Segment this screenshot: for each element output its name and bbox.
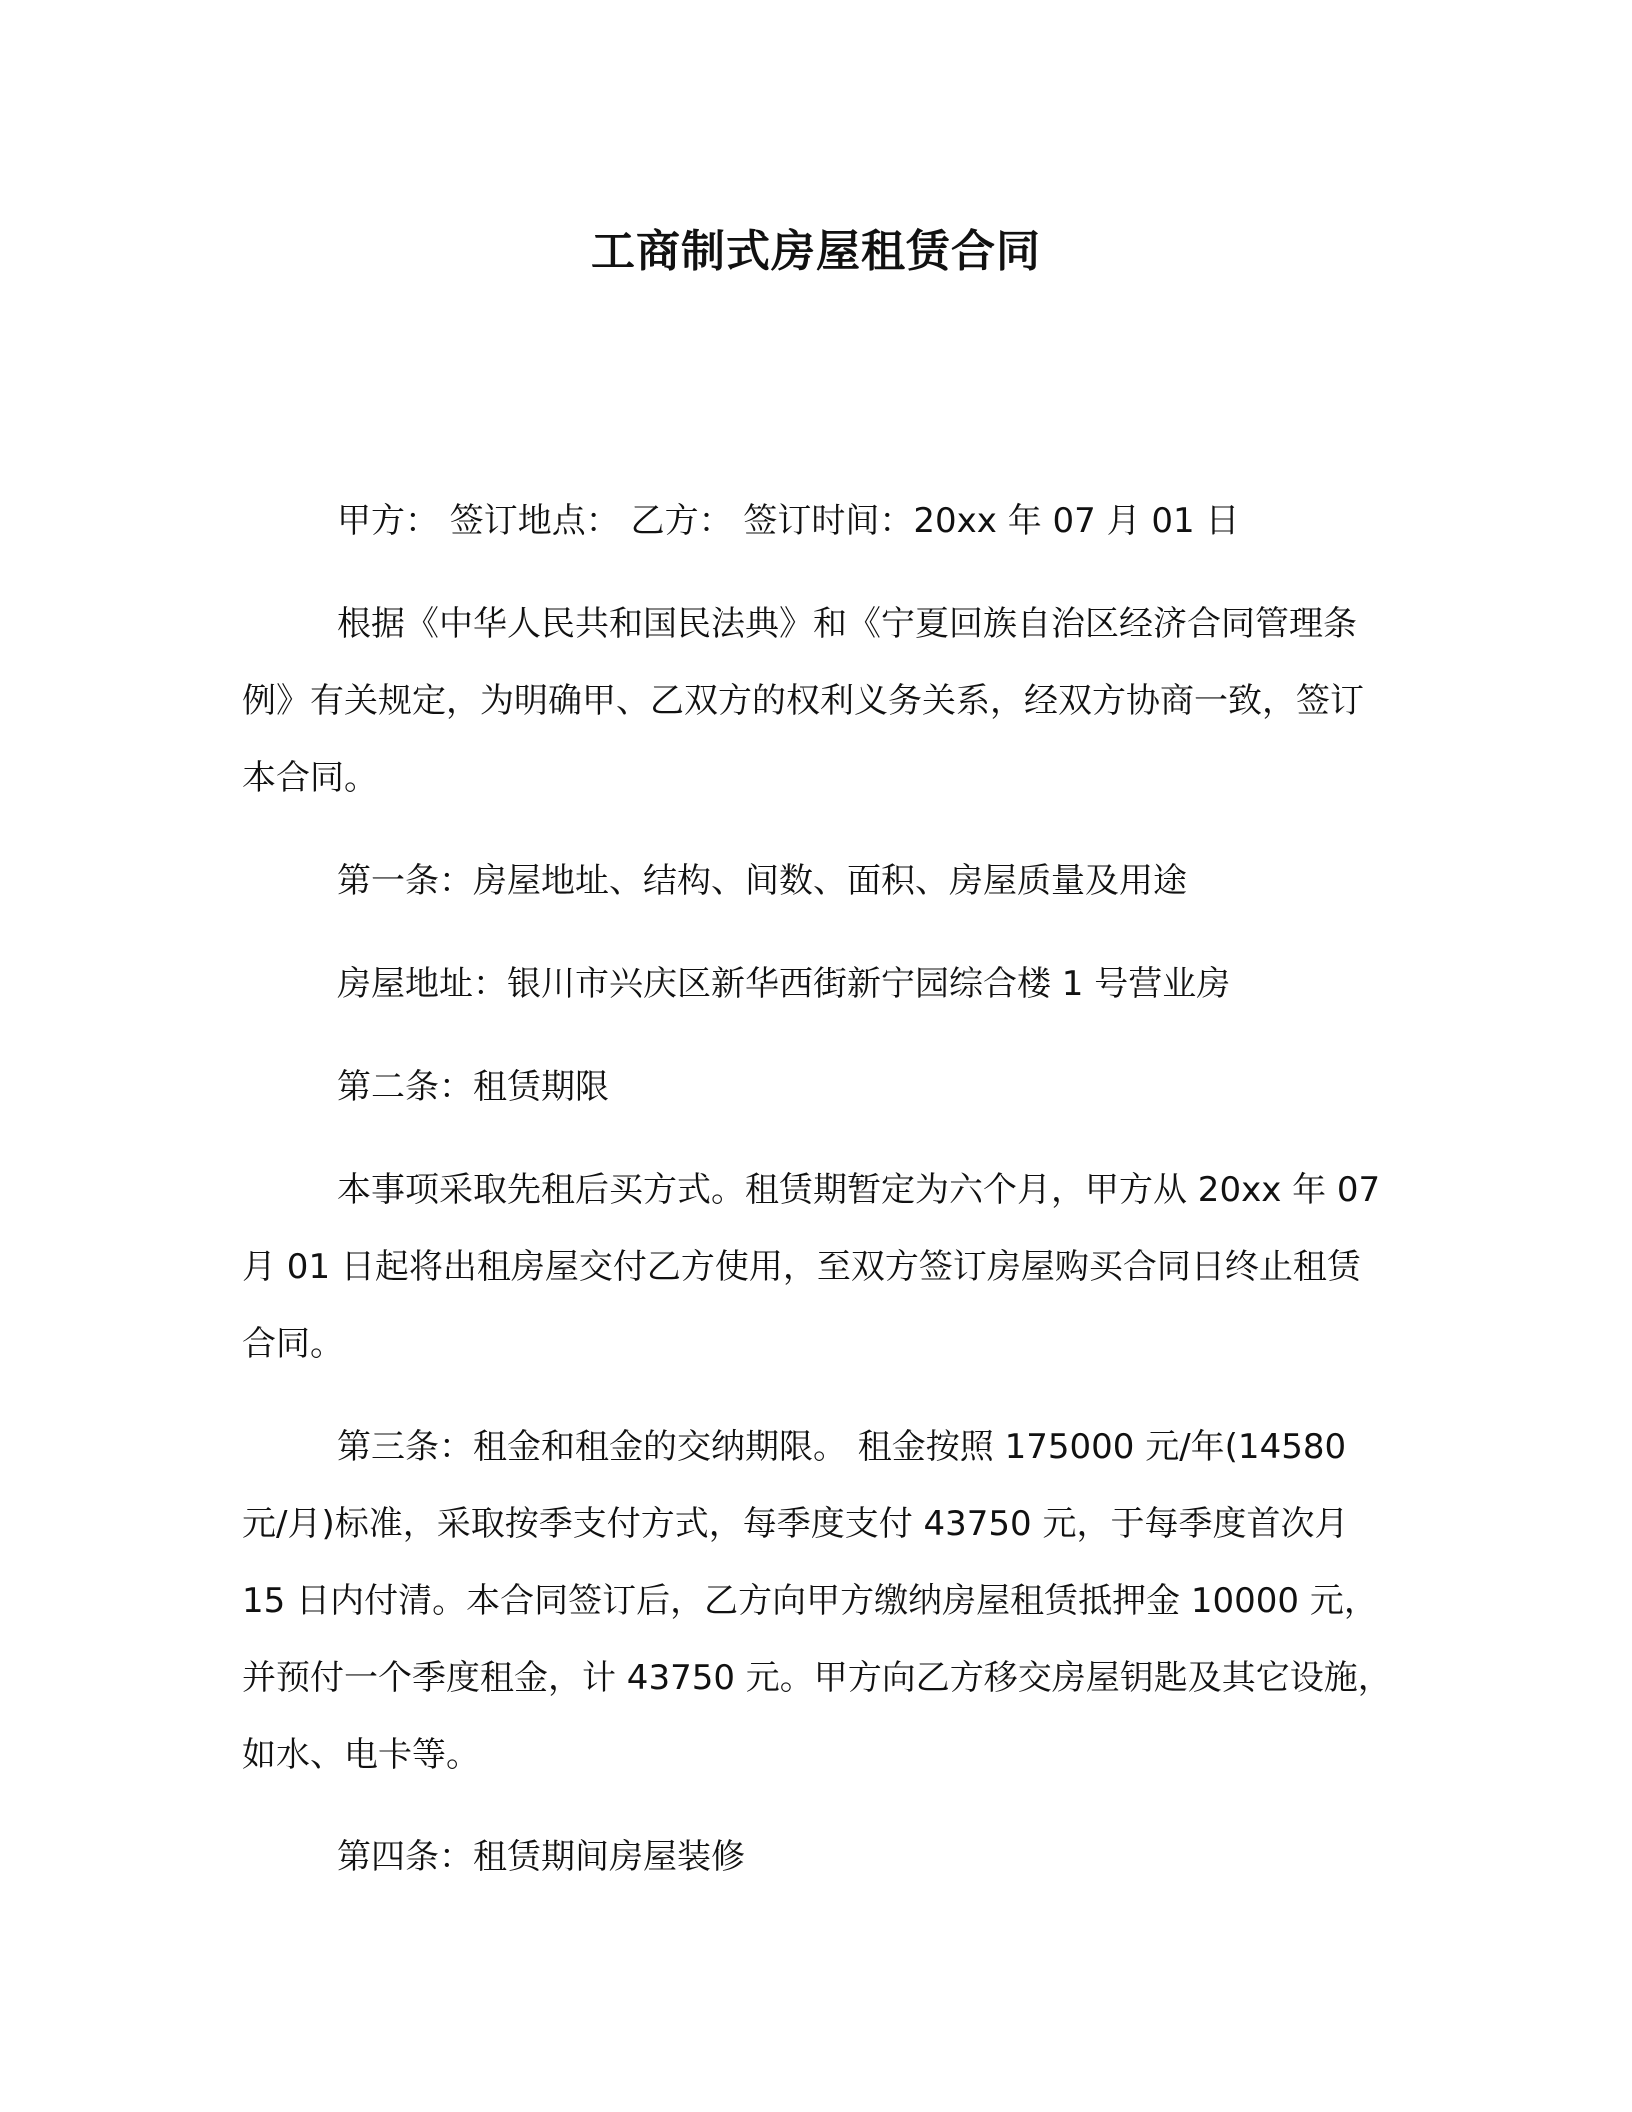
lease-term-paragraph: 本事项采取先租后买方式。租赁期暂定为六个月，甲方从 20xx 年 07 月 01 日起将出租房屋交付乙方使用，至双方签订房屋购买合同日终止租赁合同。 xyxy=(242,1170,1381,1364)
article-3-paragraph: 第三条：租金和租金的交纳期限。 租金按照 175000 元/年(14580 元/月)标准，采取按季支付方式，每季度支付 43750 元，于每季度首次月 15 日内付清。本合同签订后，乙方向甲方缴纳房屋租赁抵押金 10000 元，并预付一个季度租金，计 43750 元。甲方向乙方移交房屋钥匙及其它设施，如水、电卡等。 xyxy=(242,1427,1392,1775)
house-address: 房屋地址：银川市兴庆区新华西街新宁园综合楼 1 号营业房 xyxy=(337,964,1231,1004)
preamble-paragraph: 根据《中华人民共和国民法典》和《宁夏回族自治区经济合同管理条例》有关规定，为明确甲、乙双方的权利义务关系，经双方协商一致，签订本合同。 xyxy=(242,604,1364,798)
article-2-heading: 第二条：租赁期限 xyxy=(337,1067,609,1107)
document-title: 工商制式房屋租赁合同 xyxy=(591,226,1041,277)
parties-line: 甲方： 签订地点： 乙方： 签订时间：20xx 年 07 月 01 日 xyxy=(337,501,1240,541)
article-1-heading: 第一条：房屋地址、结构、间数、面积、房屋质量及用途 xyxy=(337,861,1187,901)
article-4-heading: 第四条：租赁期间房屋装修 xyxy=(337,1837,745,1877)
